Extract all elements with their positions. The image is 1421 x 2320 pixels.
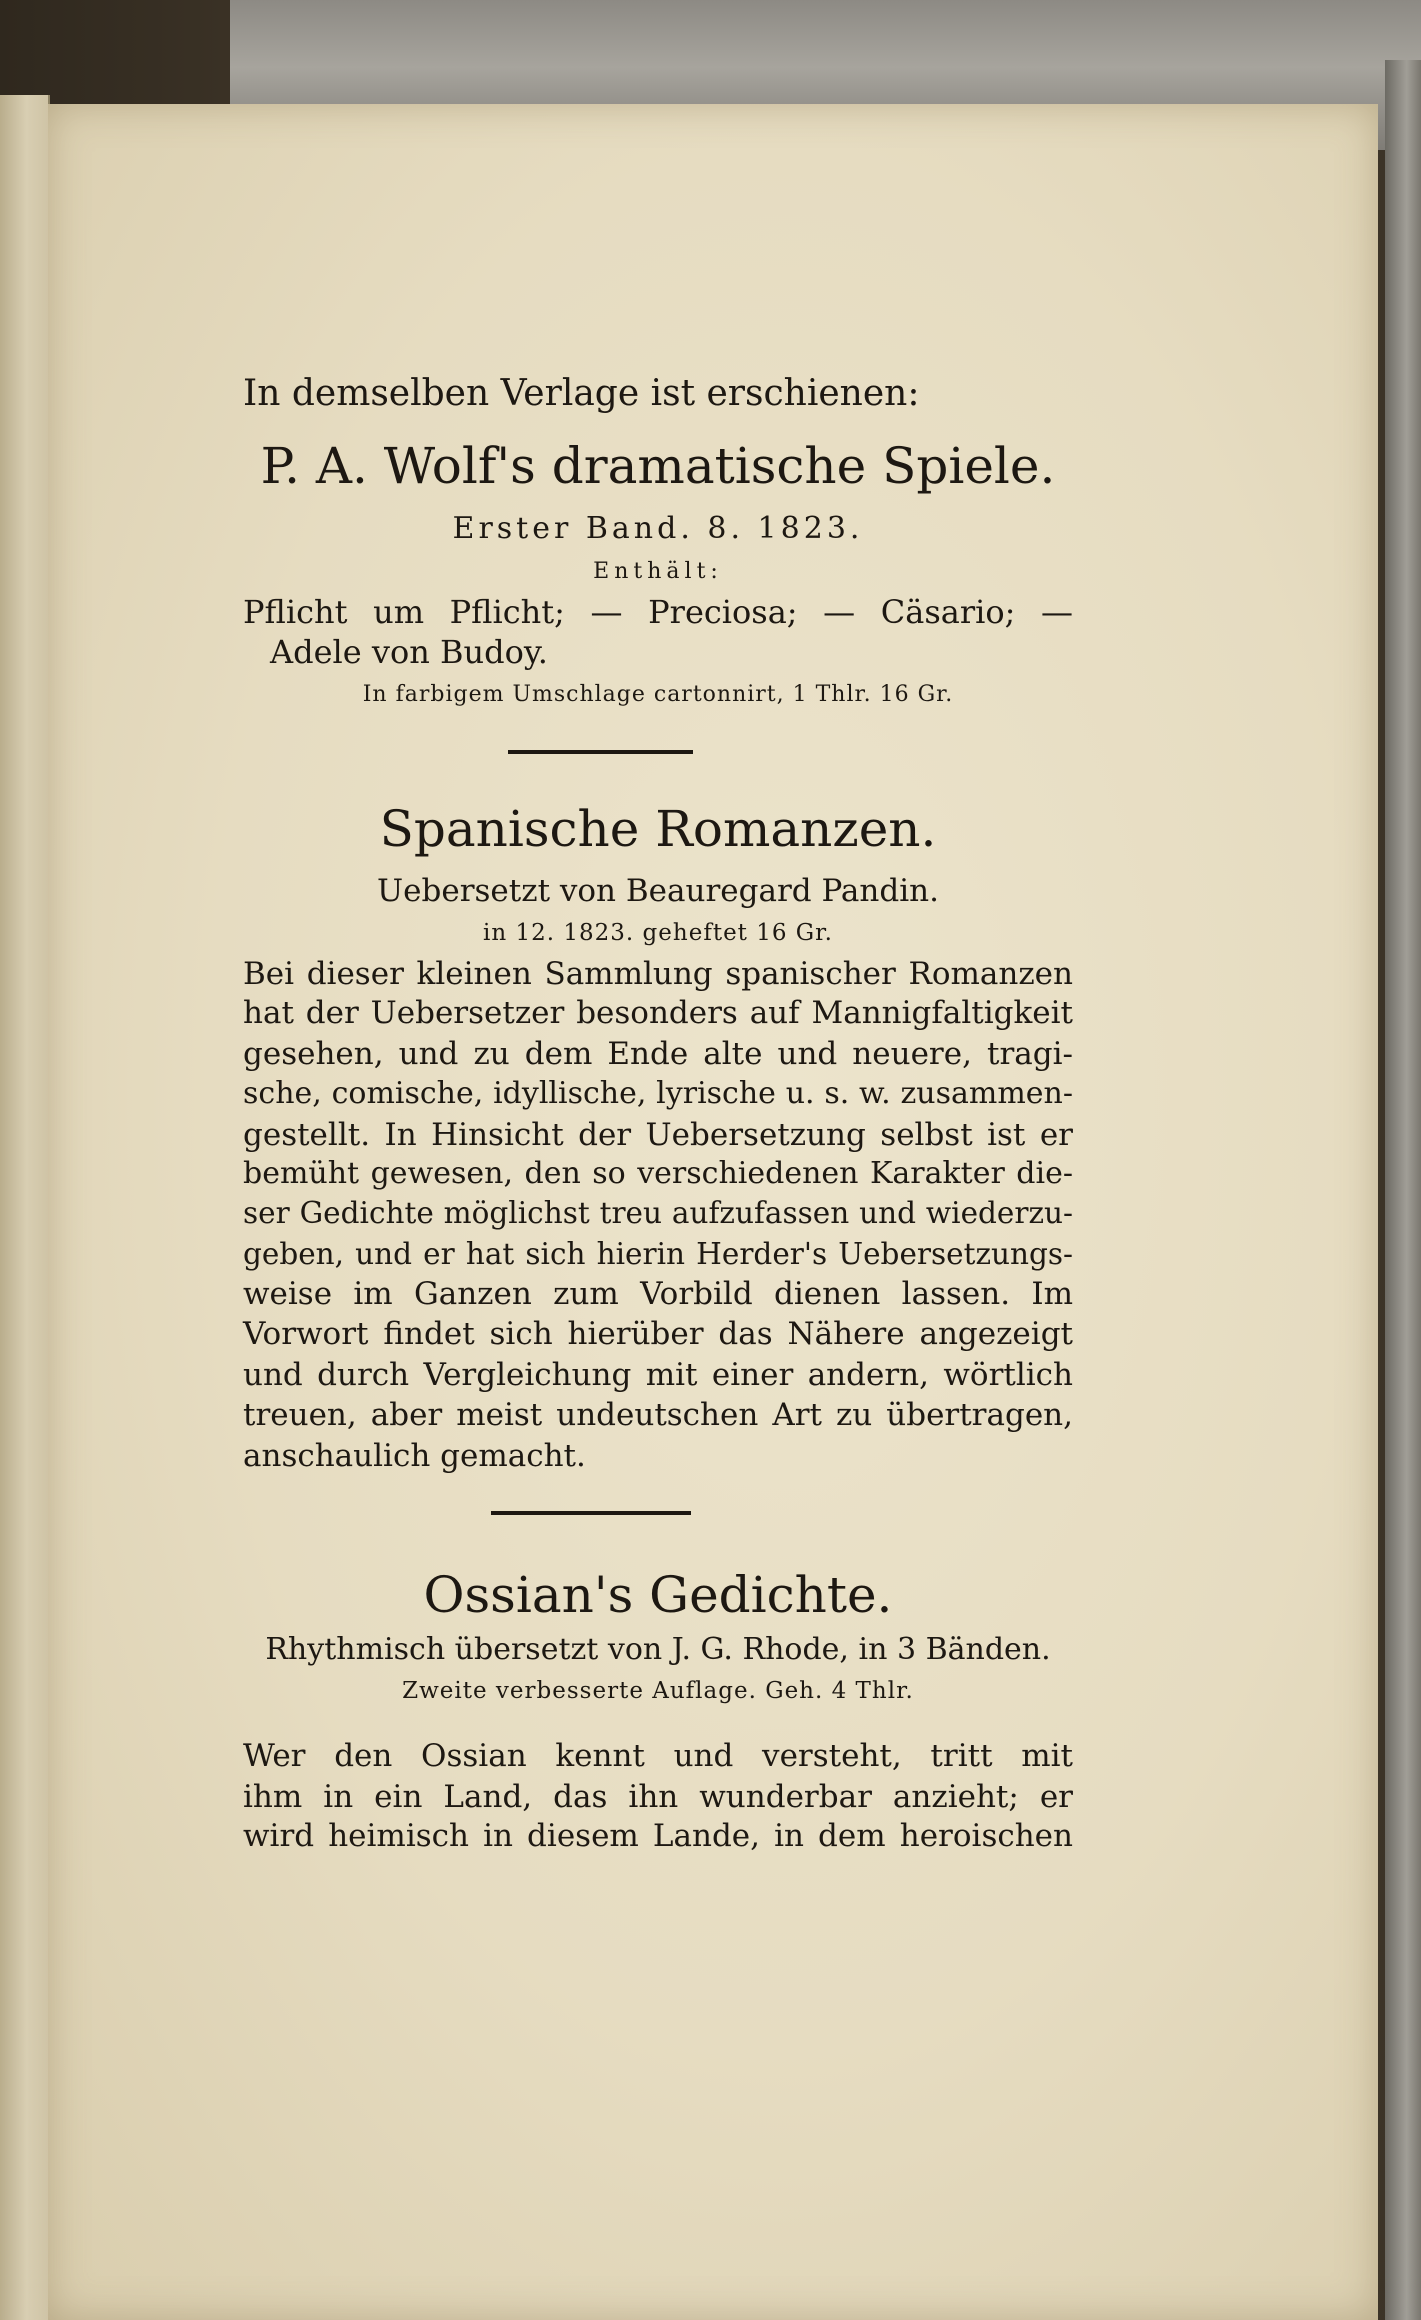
book2-description-line-7: ser Gedichte möglichst treu aufzufassen und wiederzu- — [243, 1196, 1073, 1230]
book1-price: In farbigem Umschlage cartonnirt, 1 Thlr. 16 Gr. — [362, 682, 954, 707]
cover-board-side — [1385, 60, 1421, 2320]
book2-description-line-9: weise im Ganzen zum Vorbild dienen lassen. Im — [243, 1276, 1073, 1312]
book2-description-line-13: anschaulich gemacht. — [243, 1438, 586, 1474]
section-divider — [491, 1511, 691, 1515]
book2-description-line-3: gesehen, und zu dem Ende alte und neuere, tragi- — [243, 1036, 1073, 1072]
book2-description-line-11: und durch Vergleichung mit einer andern, wörtlich — [243, 1357, 1073, 1393]
book3-description-line-1: Wer den Ossian kennt und versteht, tritt mit — [243, 1738, 1073, 1774]
book2-format-price: in 12. 1823. geheftet 16 Gr. — [483, 920, 833, 946]
book2-translator: Uebersetzt von Beauregard Pandin. — [377, 873, 939, 909]
book2-title: Spanische Romanzen. — [379, 800, 937, 858]
book1-volume: Erster Band. 8. 1823. — [452, 511, 864, 546]
publisher-intro: In demselben Verlage ist erschienen: — [243, 373, 920, 414]
book-page — [48, 104, 1378, 2320]
book2-description-line-10: Vorwort findet sich hierüber das Nähere angezeigt — [243, 1316, 1073, 1352]
book1-contents-line-1: Pflicht um Pflicht; — Preciosa; — Cäsario; — — [243, 593, 1073, 631]
book3-description-line-3: wird heimisch in diesem Lande, in dem heroischen — [243, 1818, 1073, 1854]
book3-description-line-2: ihm in ein Land, das ihn wunderbar anzieht; er — [243, 1779, 1073, 1815]
book2-description-line-6: bemüht gewesen, den so verschiedenen Karakter die- — [243, 1156, 1073, 1191]
book3-translator: Rhythmisch übersetzt von J. G. Rhode, in 3 Bänden. — [265, 1632, 1051, 1667]
book1-title: P. A. Wolf's dramatische Spiele. — [260, 437, 1056, 495]
book2-description-line-2: hat der Uebersetzer besonders auf Mannigfaltigkeit — [243, 995, 1073, 1031]
book1-contains-label: Enthält: — [593, 559, 723, 584]
book2-description-line-5: gestellt. In Hinsicht der Uebersetzung selbst ist er — [243, 1117, 1073, 1153]
book2-description-line-1: Bei dieser kleinen Sammlung spanischer Romanzen — [243, 956, 1073, 992]
book2-description-line-8: geben, und er hat sich hierin Herder's Uebersetzungs- — [243, 1237, 1073, 1271]
book3-edition-price: Zweite verbesserte Auflage. Geh. 4 Thlr. — [402, 1678, 914, 1704]
section-divider — [508, 750, 693, 754]
previous-page-edge — [0, 95, 50, 2320]
book2-description-line-12: treuen, aber meist undeutschen Art zu übertragen, — [243, 1397, 1073, 1433]
book1-contents-line-2: Adele von Budoy. — [270, 633, 548, 671]
book2-description-line-4: sche, comische, idyllische, lyrische u. s. w. zusammen- — [243, 1076, 1073, 1111]
book3-title: Ossian's Gedichte. — [423, 1566, 893, 1624]
